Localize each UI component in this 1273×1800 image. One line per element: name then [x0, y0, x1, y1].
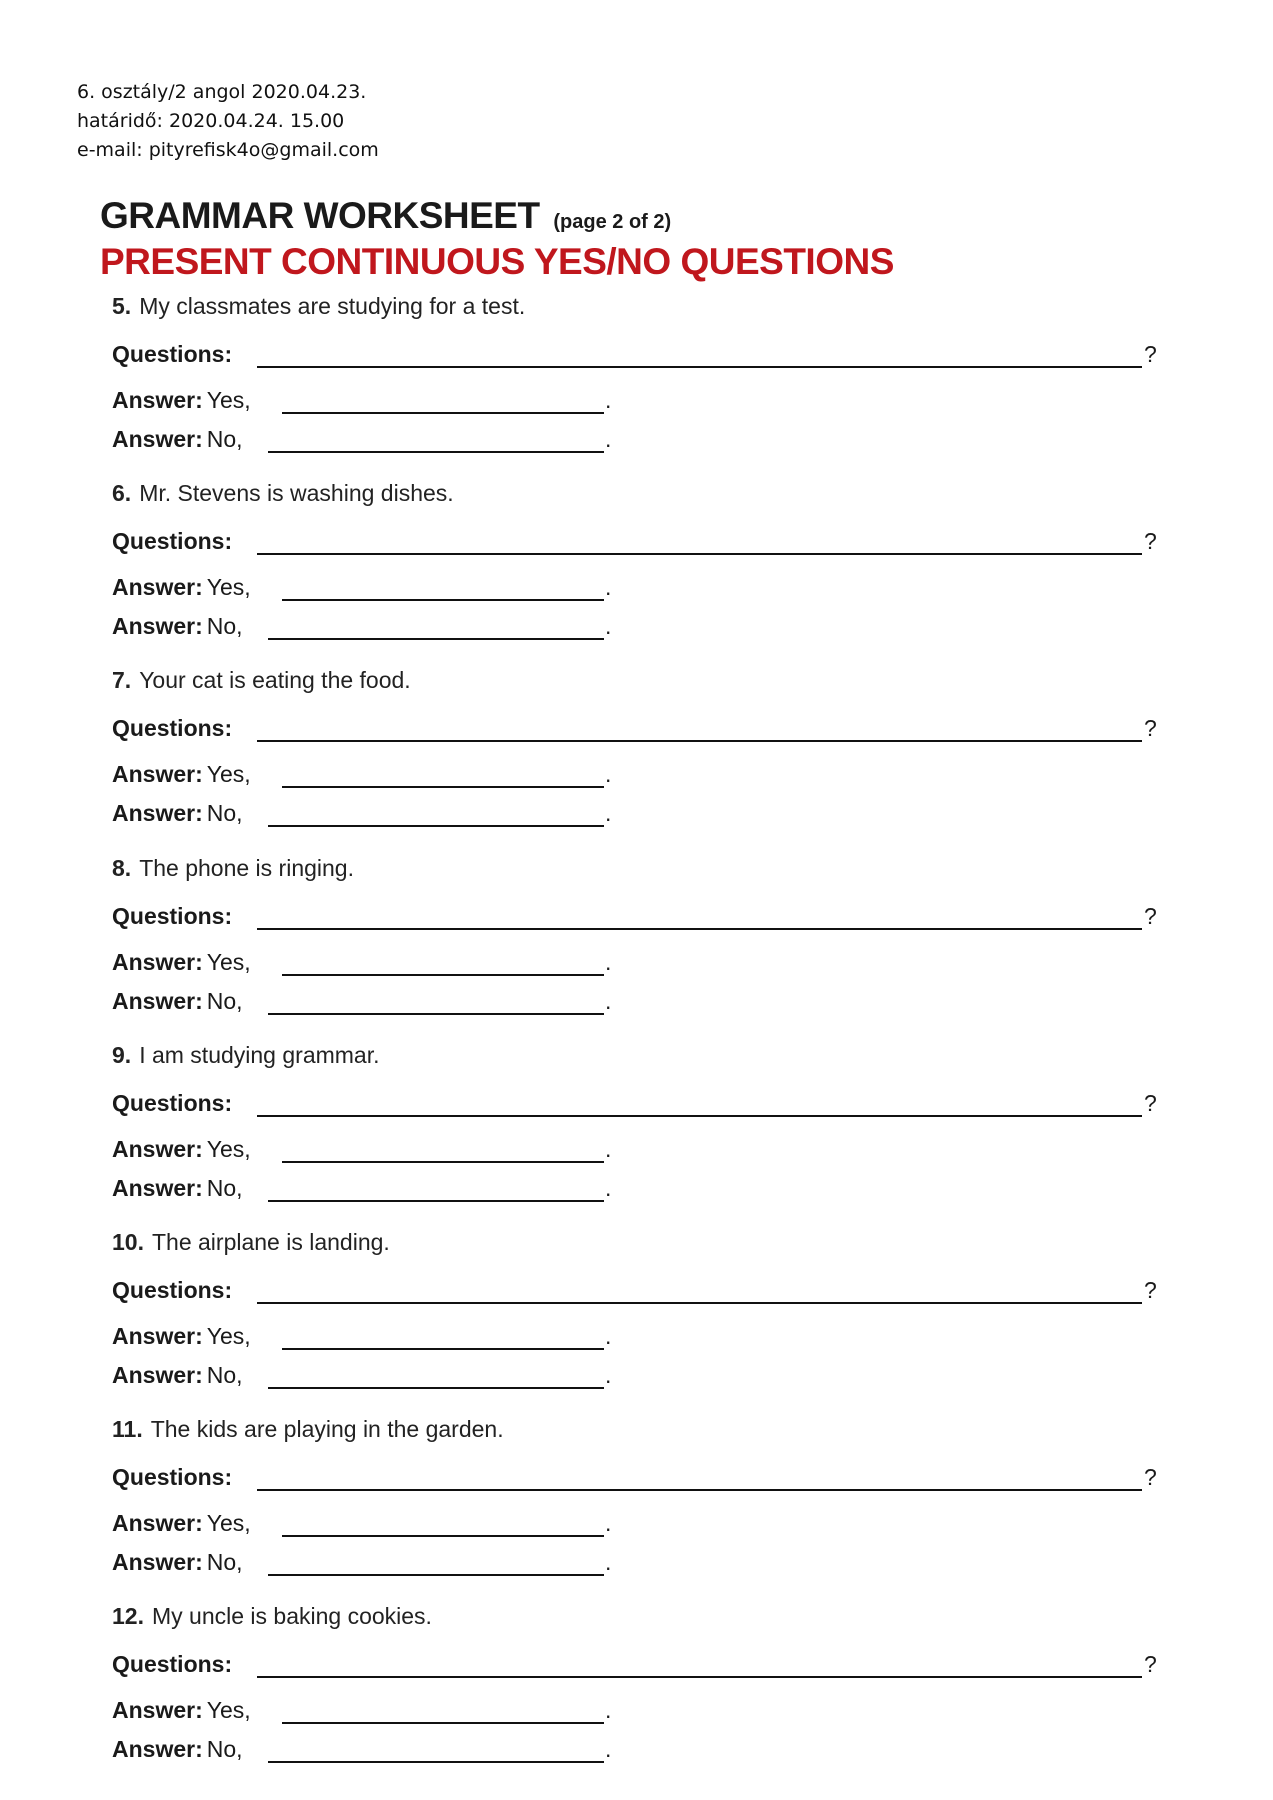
exercise-item — [112, 293, 1172, 473]
yes-label: Yes, — [206, 1136, 251, 1162]
exercise-item — [112, 1603, 1172, 1783]
exercise-number: 10. — [112, 1229, 144, 1255]
no-label: No, — [206, 988, 243, 1014]
exercise-item — [112, 480, 1172, 660]
answer-no-row — [112, 800, 612, 830]
exercise-number: 7. — [112, 667, 132, 693]
no-label: No, — [206, 426, 243, 452]
no-label: No, — [206, 800, 243, 826]
period-mark: . — [605, 426, 612, 452]
period-mark: . — [605, 1175, 612, 1201]
yes-label: Yes, — [206, 761, 251, 787]
answer-label: Answer: — [112, 1136, 203, 1162]
question-answer-line[interactable] — [257, 740, 1142, 742]
yes-label: Yes, — [206, 949, 251, 975]
no-answer-line[interactable] — [268, 638, 604, 640]
answer-no-row — [112, 1549, 612, 1579]
question-answer-line[interactable] — [257, 366, 1142, 368]
answer-no-row — [112, 1175, 612, 1205]
answer-no-row — [112, 1362, 612, 1392]
no-answer-line[interactable] — [268, 1200, 604, 1202]
yes-label: Yes, — [206, 1697, 251, 1723]
answer-label: Answer: — [112, 1175, 203, 1201]
period-mark: . — [605, 1549, 612, 1575]
period-mark: . — [605, 1362, 612, 1388]
questions-label: Questions: — [112, 903, 233, 929]
period-mark: . — [605, 574, 612, 600]
period-mark: . — [605, 387, 612, 413]
period-mark: . — [605, 1136, 612, 1162]
yes-answer-line[interactable] — [282, 1161, 604, 1163]
answer-yes-row — [112, 1697, 612, 1727]
answer-no-row — [112, 426, 612, 456]
answer-no-row — [112, 613, 612, 643]
question-row — [112, 903, 1172, 933]
question-answer-line[interactable] — [257, 553, 1142, 555]
question-mark: ? — [1144, 1090, 1157, 1116]
exercise-sentence: The phone is ringing. — [139, 855, 354, 881]
period-mark: . — [605, 988, 612, 1014]
yes-answer-line[interactable] — [282, 786, 604, 788]
no-label: No, — [206, 1736, 243, 1762]
no-label: No, — [206, 1362, 243, 1388]
yes-answer-line[interactable] — [282, 1722, 604, 1724]
period-mark: . — [605, 1510, 612, 1536]
answer-label: Answer: — [112, 426, 203, 452]
exercise-sentence: Your cat is eating the food. — [139, 667, 411, 693]
exercise-sentence: My uncle is baking cookies. — [151, 1603, 432, 1629]
period-mark: . — [605, 1736, 612, 1762]
exercise-item — [112, 1416, 1172, 1596]
yes-answer-line[interactable] — [282, 1535, 604, 1537]
yes-answer-line[interactable] — [282, 1348, 604, 1350]
question-mark: ? — [1144, 715, 1157, 741]
class-date-line: 6. osztály/2 angol 2020.04.23. — [77, 81, 367, 103]
period-mark: . — [605, 949, 612, 975]
no-label: No, — [206, 613, 243, 639]
answer-label: Answer: — [112, 988, 203, 1014]
answer-yes-row — [112, 574, 612, 604]
exercise-item — [112, 855, 1172, 1035]
answer-yes-row — [112, 1323, 612, 1353]
question-row — [112, 1464, 1172, 1494]
exercise-item — [112, 1229, 1172, 1409]
question-mark: ? — [1144, 1464, 1157, 1490]
yes-label: Yes, — [206, 1323, 251, 1349]
worksheet-subtitle: PRESENT CONTINUOUS YES/NO QUESTIONS — [100, 241, 894, 282]
answer-label: Answer: — [112, 1510, 203, 1536]
questions-label: Questions: — [112, 1277, 233, 1303]
exercise-sentence: I am studying grammar. — [139, 1042, 380, 1068]
worksheet-title-main: GRAMMAR WORKSHEET — [100, 195, 540, 236]
no-answer-line[interactable] — [268, 1574, 604, 1576]
answer-label: Answer: — [112, 1736, 203, 1762]
answer-yes-row — [112, 761, 612, 791]
question-answer-line[interactable] — [257, 1302, 1142, 1304]
question-mark: ? — [1144, 1651, 1157, 1677]
answer-label: Answer: — [112, 613, 203, 639]
exercise-number: 6. — [112, 480, 132, 506]
answer-label: Answer: — [112, 1362, 203, 1388]
question-mark: ? — [1144, 903, 1157, 929]
exercise-sentence: Mr. Stevens is washing dishes. — [139, 480, 454, 506]
deadline-line: határidő: 2020.04.24. 15.00 — [77, 110, 345, 132]
exercise-number: 11. — [112, 1416, 143, 1442]
answer-label: Answer: — [112, 800, 203, 826]
questions-label: Questions: — [112, 1090, 233, 1116]
answer-label: Answer: — [112, 949, 203, 975]
answer-yes-row — [112, 949, 612, 979]
question-answer-line[interactable] — [257, 928, 1142, 930]
period-mark: . — [605, 1697, 612, 1723]
answer-label: Answer: — [112, 1697, 203, 1723]
answer-label: Answer: — [112, 387, 203, 413]
exercise-item — [112, 1042, 1172, 1222]
no-label: No, — [206, 1175, 243, 1201]
header-notes — [77, 78, 379, 165]
yes-label: Yes, — [206, 387, 251, 413]
questions-label: Questions: — [112, 341, 233, 367]
question-row — [112, 1090, 1172, 1120]
no-answer-line[interactable] — [268, 1761, 604, 1763]
worksheet-title — [100, 196, 894, 282]
answer-label: Answer: — [112, 574, 203, 600]
questions-label: Questions: — [112, 1651, 233, 1677]
period-mark: . — [605, 800, 612, 826]
question-row — [112, 341, 1172, 371]
question-answer-line[interactable] — [257, 1676, 1142, 1678]
exercise-number: 9. — [112, 1042, 132, 1068]
answer-no-row — [112, 988, 612, 1018]
exercise-sentence: The kids are playing in the garden. — [150, 1416, 504, 1442]
answer-label: Answer: — [112, 1323, 203, 1349]
yes-answer-line[interactable] — [282, 974, 604, 976]
answer-yes-row — [112, 1510, 612, 1540]
questions-label: Questions: — [112, 715, 233, 741]
email-line: e-mail: pityrefisk4o@gmail.com — [77, 139, 379, 161]
questions-label: Questions: — [112, 528, 233, 554]
period-mark: . — [605, 761, 612, 787]
no-answer-line[interactable] — [268, 1013, 604, 1015]
yes-label: Yes, — [206, 574, 251, 600]
no-answer-line[interactable] — [268, 1387, 604, 1389]
page-indicator: (page 2 of 2) — [553, 211, 672, 233]
exercise-sentence: The airplane is landing. — [151, 1229, 390, 1255]
question-row — [112, 1651, 1172, 1681]
exercise-number: 12. — [112, 1603, 144, 1629]
no-answer-line[interactable] — [268, 825, 604, 827]
no-label: No, — [206, 1549, 243, 1575]
yes-answer-line[interactable] — [282, 599, 604, 601]
question-answer-line[interactable] — [257, 1115, 1142, 1117]
questions-label: Questions: — [112, 1464, 233, 1490]
question-answer-line[interactable] — [257, 1489, 1142, 1491]
exercise-number: 5. — [112, 293, 132, 319]
answer-label: Answer: — [112, 1549, 203, 1575]
question-mark: ? — [1144, 341, 1157, 367]
answer-no-row — [112, 1736, 612, 1766]
question-row — [112, 1277, 1172, 1307]
no-answer-line[interactable] — [268, 451, 604, 453]
question-row — [112, 528, 1172, 558]
yes-label: Yes, — [206, 1510, 251, 1536]
exercise-sentence: My classmates are studying for a test. — [139, 293, 526, 319]
answer-yes-row — [112, 1136, 612, 1166]
question-row — [112, 715, 1172, 745]
yes-answer-line[interactable] — [282, 412, 604, 414]
exercise-number: 8. — [112, 855, 132, 881]
period-mark: . — [605, 1323, 612, 1349]
answer-label: Answer: — [112, 761, 203, 787]
question-mark: ? — [1144, 528, 1157, 554]
exercise-item — [112, 667, 1172, 847]
period-mark: . — [605, 613, 612, 639]
answer-yes-row — [112, 387, 612, 417]
question-mark: ? — [1144, 1277, 1157, 1303]
